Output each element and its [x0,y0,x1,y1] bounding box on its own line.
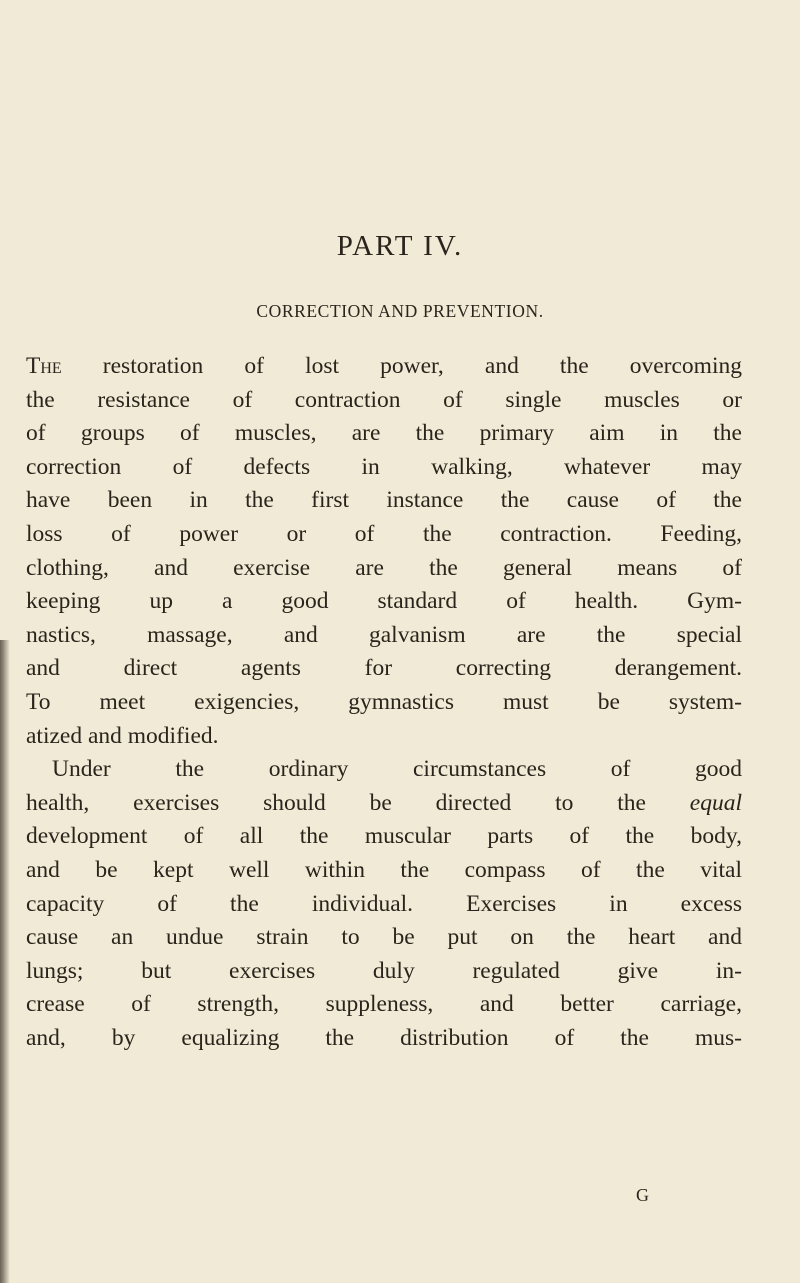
text-line: the resistance of contraction of single muscles or [26,386,742,413]
text-line: and, by equalizing the distribution of the mus- [26,1024,742,1051]
part-title: PART IV. [336,230,464,262]
text-line: To meet exigencies, gymnastics must be system- [26,688,742,715]
lead-word: The [26,353,62,379]
text-line: The restoration of lost power, and the overcoming [26,353,742,379]
text-line: cause an undue strain to be put on the heart and [26,924,742,951]
page-edge-shadow [0,640,10,1283]
text-line: and direct agents for correcting derangement. [26,655,742,682]
text-line: nastics, massage, and galvanism are the special [26,621,742,648]
text-line: have been in the first instance the cause of the [26,487,742,514]
section-title: CORRECTION AND PREVENTION. [256,301,544,321]
text-line: health, exercises should be directed to the equal [26,789,742,816]
signature-mark: G [636,1185,649,1205]
text-line: crease of strength, suppleness, and better carriage, [26,991,742,1018]
text-line: Under the ordinary circumstances of good [52,756,742,783]
text-line: lungs; but exercises duly regulated give in- [26,957,742,984]
text-line: atized and modified. [26,722,219,749]
text-line: of groups of muscles, are the primary aim in the [26,420,742,447]
text-line: and be kept well within the compass of the vital [26,856,742,883]
text-line: clothing, and exercise are the general means of [26,554,742,581]
text-line: loss of power or of the contraction. Feeding, [26,520,742,547]
emphasis-word: equal [689,789,742,816]
text-line: keeping up a good standard of health. Gym- [26,588,742,615]
body-text [26,350,742,1055]
text-line: capacity of the individual. Exercises in excess [26,890,742,917]
text-line: development of all the muscular parts of the body, [26,823,742,850]
text-line: correction of defects in walking, whatever may [26,453,742,480]
